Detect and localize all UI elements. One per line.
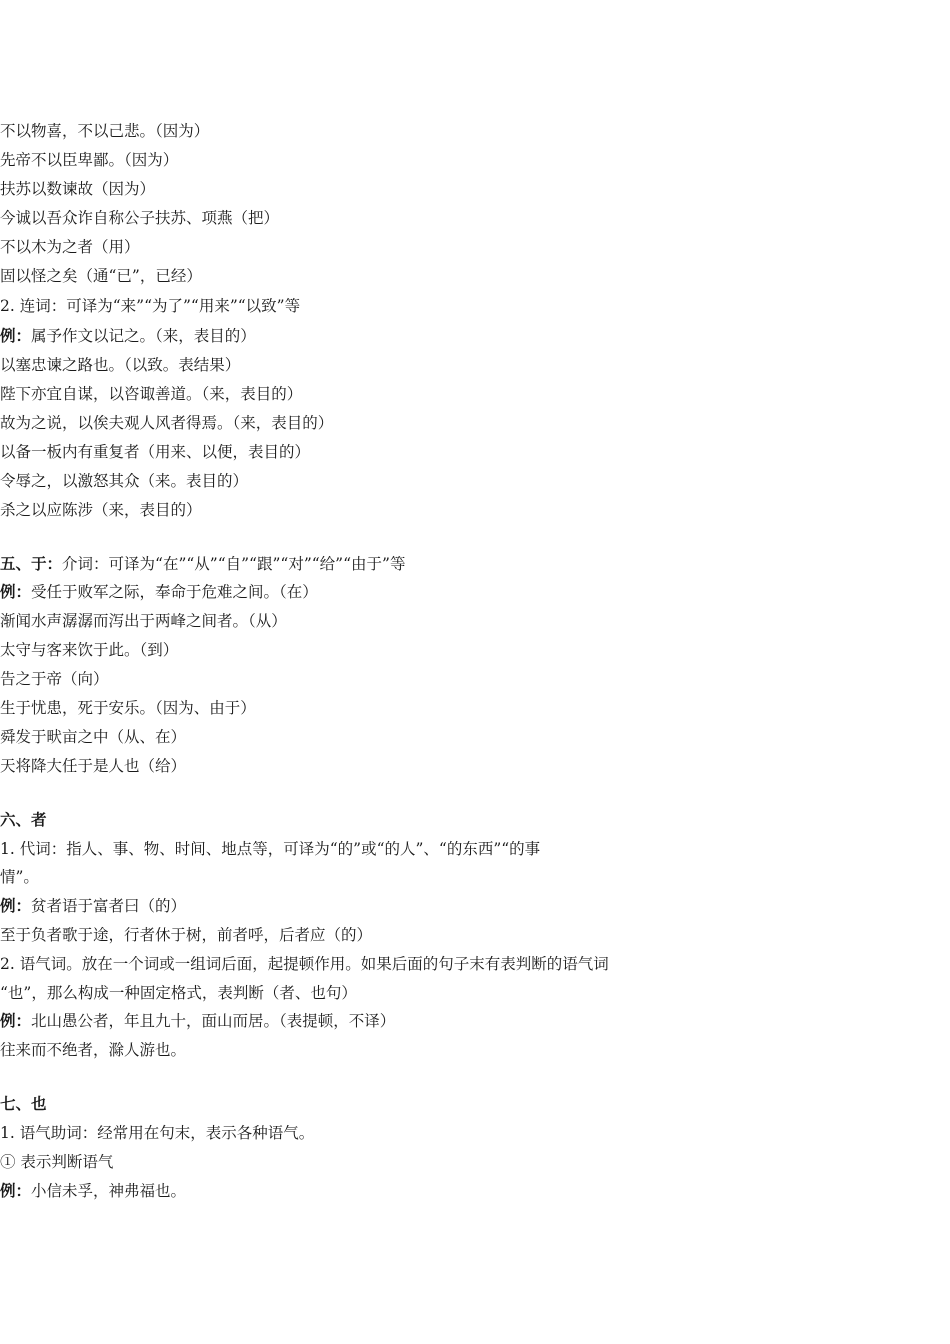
text-line: 渐闻水声潺潺而泻出于两峰之间者。（从） xyxy=(0,612,287,630)
text-line: 2. 语气词。放在一个词或一组词后面，起提顿作用。如果后面的句子末有表判断的语气词 xyxy=(0,955,609,973)
section-heading-label: 六、者 xyxy=(0,810,47,829)
text-line: 先帝不以臣卑鄙。（因为） xyxy=(0,151,179,169)
example-label: 例： xyxy=(0,1011,32,1030)
text-line: 情”。 xyxy=(0,868,39,886)
section-heading-5: 五、于：介词：可译为“在”“从”“自”“跟”“对”“给”“由于”等 xyxy=(0,554,406,573)
text-line: 杀之以应陈涉（来，表目的） xyxy=(0,501,202,519)
text-line: 1. 语气助词：经常用在句末，表示各种语气。 xyxy=(0,1124,315,1142)
text-line: 生于忧患，死于安乐。（因为、由于） xyxy=(0,699,256,717)
text-line: 以塞忠谏之路也。（以致。表结果） xyxy=(0,356,241,374)
example-line: 例：北山愚公者，年且九十，面山而居。（表提顿，不译） xyxy=(0,1011,396,1030)
text-line: 扶苏以数谏故（因为） xyxy=(0,180,156,198)
section-heading-label: 七、也 xyxy=(0,1094,47,1113)
text-line: 2. 连词：可译为“来”“为了”“用来”“以致”等 xyxy=(0,297,301,315)
text-line: 1. 代词：指人、事、物、时间、地点等，可译为“的”或“的人”、“的东西”“的事 xyxy=(0,840,541,858)
text-line: 告之于帝（向） xyxy=(0,670,109,688)
text-line: 舜发于畎亩之中（从、在） xyxy=(0,728,187,746)
text-line: 至于负者歌于途，行者休于树，前者呼，后者应（的） xyxy=(0,926,373,944)
example-line: 例：属予作文以记之。（来，表目的） xyxy=(0,326,256,345)
section-heading-label: 五、于： xyxy=(0,554,63,573)
example-label: 例： xyxy=(0,582,32,601)
section-heading-7 xyxy=(0,1094,950,1114)
example-label: 例： xyxy=(0,326,32,345)
example-label: 例： xyxy=(0,1181,32,1200)
text-line: 固以怪之矣（通“已”，已经） xyxy=(0,267,202,285)
text-line: 以备一板内有重复者（用来、以便，表目的） xyxy=(0,443,311,461)
text-line: 陛下亦宜自谋，以咨诹善道。（来，表目的） xyxy=(0,385,303,403)
text-line: 不以物喜，不以己悲。（因为） xyxy=(0,122,210,140)
text-line: 不以木为之者（用） xyxy=(0,238,140,256)
example-line: 例：小信未孚，神弗福也。 xyxy=(0,1181,187,1200)
text-line: 太守与客来饮于此。（到） xyxy=(0,641,179,659)
example-line: 例：贫者语于富者曰（的） xyxy=(0,896,187,915)
example-label: 例： xyxy=(0,896,32,915)
text-line: 令辱之，以激怒其众（来。表目的） xyxy=(0,472,249,490)
text-line: “也”，那么构成一种固定格式，表判断（者、也句） xyxy=(0,984,357,1002)
text-line: 天将降大任于是人也（给） xyxy=(0,757,187,775)
text-line: ① 表示判断语气 xyxy=(0,1153,114,1171)
text-line: 故为之说，以俟夫观人风者得焉。（来，表目的） xyxy=(0,414,334,432)
text-line: 今诚以吾众诈自称公子扶苏、项燕（把） xyxy=(0,209,280,227)
section-heading-6 xyxy=(0,810,950,830)
text-line: 往来而不绝者，滁人游也。 xyxy=(0,1041,187,1059)
example-line: 例：受任于败军之际，奉命于危难之间。（在） xyxy=(0,582,318,601)
